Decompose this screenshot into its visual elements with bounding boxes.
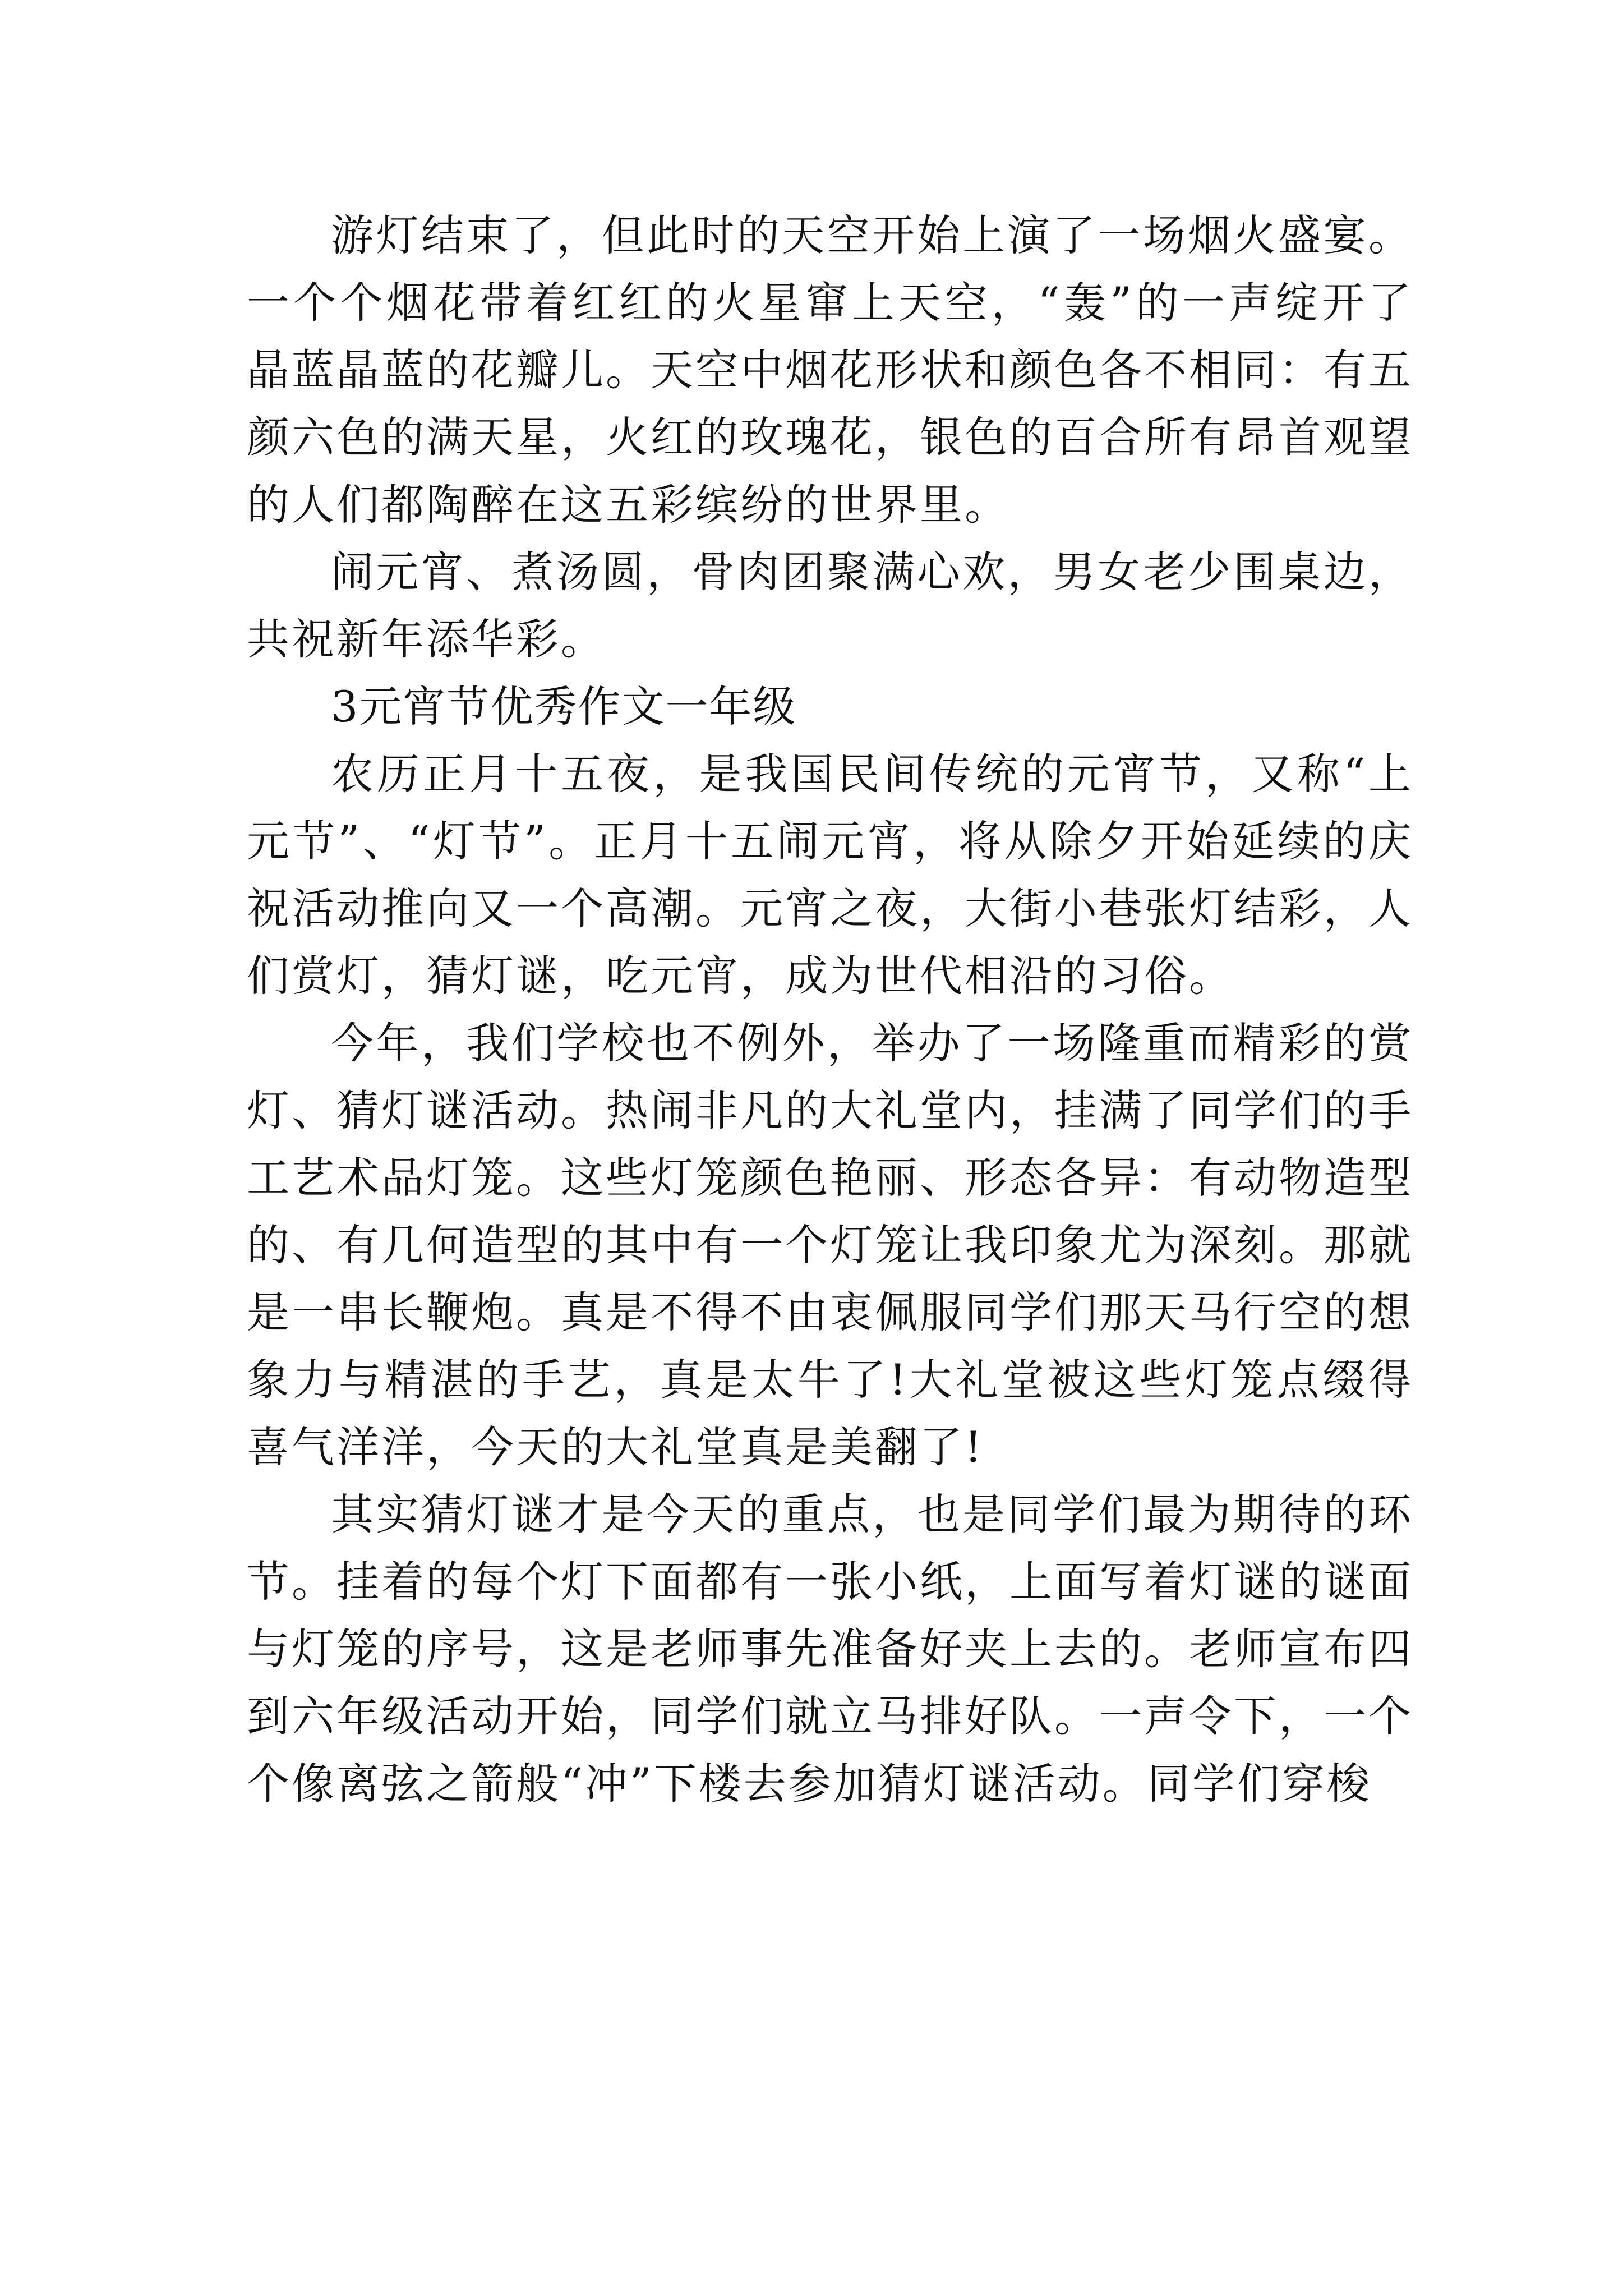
paragraph-lantern-festival-intro: 农历正月十五夜，是我国民间传统的元宵节，又称“上元节”、“灯节”。正月十五闹元宵，将从除夕开始延续的庆祝活动推向又一个高潮。元宵之夜，大街小巷张灯结彩，人们赏灯，猜灯谜，吃元宵，成为世代相沿的习俗。 [247,749,1413,1001]
paragraph-riddle-activity: 其实猜灯谜才是今天的重点，也是同学们最为期待的环节。挂着的每个灯下面都有一张小纸，上面写着灯谜的谜面与灯笼的序号，这是老师事先准备好夹上去的。老师宣布四到六年级活动开始，同学们就立马排好队。一声令下，一个个像离弦之箭般“冲”下楼去参加猜灯谜活动。同学们穿梭 [247,1489,1413,1809]
document-body [247,202,1413,1818]
paragraph-school-lanterns: 今年，我们学校也不例外，举办了一场隆重而精彩的赏灯、猜灯谜活动。热闹非凡的大礼堂内，挂满了同学们的手工艺术品灯笼。这些灯笼颜色艳丽、形态各异：有动物造型的、有几何造型的其中有一个灯笼让我印象尤为深刻。那就是一串长鞭炮。真是不得不由衷佩服同学们那天马行空的想象力与精湛的手艺，真是太牛了!大礼堂被这些灯笼点缀得喜气洋洋，今天的大礼堂真是美翻了! [247,1018,1413,1472]
paragraph-lantern-festival-reunion: 闹元宵、煮汤圆，骨肉团聚满心欢，男女老少围桌边，共祝新年添华彩。 [247,547,1413,664]
paragraph-fireworks: 游灯结束了，但此时的天空开始上演了一场烟火盛宴。一个个烟花带着红红的火星窜上天空，“轰”的一声绽开了晶蓝晶蓝的花瓣儿。天空中烟花形状和颜色各不相同：有五颜六色的满天星，火红的玫瑰花，银色的百合所有昂首观望的人们都陶醉在这五彩缤纷的世界里。 [247,210,1413,530]
section-heading: 3元宵节优秀作文一年级 [331,682,797,731]
